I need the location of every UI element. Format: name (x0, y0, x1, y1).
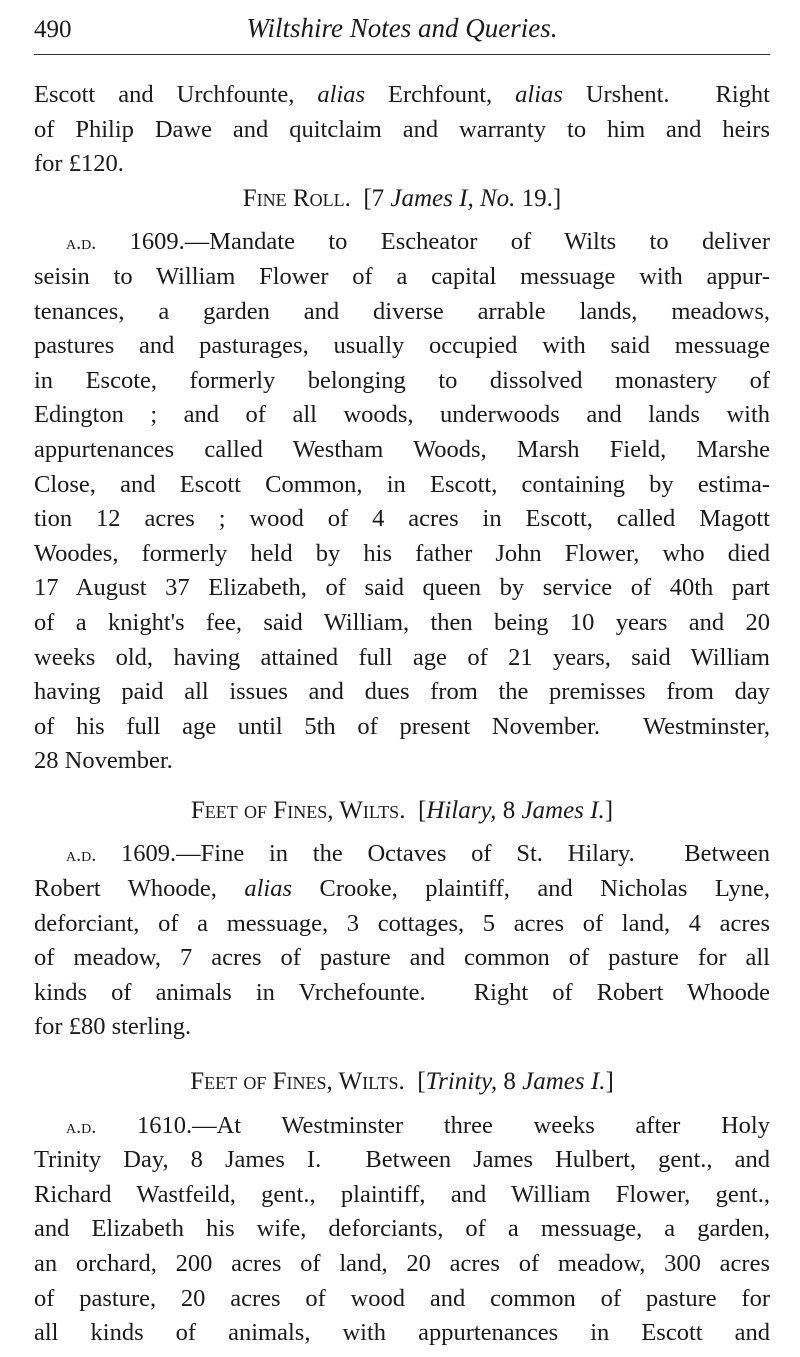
text-line (34, 225, 770, 260)
text-line (34, 502, 770, 537)
section-heading (34, 794, 770, 829)
block-spacer (34, 779, 770, 794)
text-run: ] (605, 1068, 614, 1096)
text-run: Urshent. Right (562, 81, 770, 108)
text-run: appurtenances called Westham Woods, Marsh Field, Marshe (34, 435, 770, 463)
italic-run: Trinity, (425, 1068, 498, 1096)
text-line (34, 329, 770, 364)
text-line (34, 976, 770, 1011)
text-line (34, 1316, 770, 1351)
italic-run: alias (317, 81, 366, 108)
text-run: an orchard, 200 acres of land, 20 acres of meadow, 300 acres (34, 1250, 770, 1277)
text-run: Woodes, formerly held by his father John Flower, who died (34, 539, 770, 567)
text-run: 8 (496, 796, 522, 824)
text-run: in Escote, formerly belonging to dissolved monastery of (34, 366, 770, 394)
text-run: 28 November. (34, 747, 173, 775)
italic-run: James I. (522, 1068, 606, 1096)
italic-run: James I. (521, 796, 605, 824)
text-run: 1610.—At Westminster three weeks after Holy (96, 1111, 770, 1139)
section-heading (34, 182, 770, 217)
text-run: Trinity Day, 8 James I. Between James Hulbert, gent., and (34, 1146, 770, 1174)
block-spacer (34, 216, 770, 225)
text-line (34, 537, 770, 572)
page-number: 490 (34, 16, 72, 43)
text-line (34, 1065, 770, 1100)
text-line (34, 941, 770, 976)
text-run: 1609.—Mandate to Escheator of Wilts to deliver (96, 228, 770, 256)
paragraph (34, 78, 770, 182)
text-run: of pasture, 20 acres of wood and common of pasture for (34, 1284, 770, 1312)
italic-run: alias (515, 81, 563, 108)
page-body (34, 78, 770, 1351)
text-run: for £120. (34, 150, 124, 178)
text-run: weeks old, having attained full age of 21 years, said William (34, 643, 770, 671)
running-title: Wiltshire Notes and Queries. (246, 13, 558, 43)
text-line (34, 1212, 770, 1247)
text-line (34, 794, 770, 829)
text-run: Crooke, plaintiff, and Nicholas Lyne, (292, 875, 770, 903)
text-line (34, 295, 770, 330)
text-run: [ (405, 796, 427, 824)
block-spacer (34, 828, 770, 837)
text-line (34, 907, 770, 942)
text-run: [ (404, 1068, 426, 1096)
text-line (34, 837, 770, 872)
text-line (34, 1282, 770, 1317)
text-run: 17 August 37 Elizabeth, of said queen by service of 40th part (34, 574, 770, 602)
text-run: of Philip Dawe and quitclaim and warranty to him and heirs (34, 115, 770, 143)
text-line (34, 78, 770, 113)
text-line (34, 1109, 770, 1144)
text-line (34, 1178, 770, 1213)
text-line (34, 113, 770, 148)
text-run: tenances, a garden and diverse arrable lands, meadows, (34, 297, 770, 325)
text-line (34, 675, 770, 710)
text-run: 1609.—Fine in the Octaves of St. Hilary. Between (96, 840, 770, 868)
text-line (34, 182, 770, 217)
text-line (34, 710, 770, 745)
text-line (34, 872, 770, 907)
small-caps-run: a.d. (66, 232, 97, 255)
text-run: of his full age until 5th of present November. Westminster, (34, 712, 770, 740)
text-run: deforciant, of a messuage, 3 cottages, 5 acres of land, 4 acres (34, 909, 770, 937)
paragraph (34, 225, 770, 779)
text-run: and Elizabeth his wife, deforciants, of a messuage, a garden, (34, 1215, 770, 1243)
text-run: all kinds of animals, with appurtenances in Escott and (34, 1319, 770, 1347)
text-run: tion 12 acres ; wood of 4 acres in Escott, called Magott (34, 505, 770, 533)
small-caps-run: a.d. (66, 844, 97, 867)
text-line (34, 364, 770, 399)
text-line (34, 606, 770, 641)
text-run: ] (604, 796, 614, 824)
text-run: having paid all issues and dues from the premisses from day (34, 678, 770, 706)
text-line (34, 468, 770, 503)
text-line (34, 398, 770, 433)
paragraph (34, 1109, 770, 1351)
text-run: Robert Whoode, (34, 875, 245, 903)
text-run: [7 (350, 184, 391, 212)
header-rule (34, 54, 770, 55)
text-run: Richard Wastfeild, gent., plaintiff, and William Flower, gent., (34, 1180, 770, 1208)
text-line (34, 147, 770, 182)
text-line (34, 571, 770, 606)
text-line (34, 641, 770, 676)
text-run: 8 (497, 1068, 523, 1096)
text-line (34, 1010, 770, 1045)
text-run: Edington ; and of all woods, underwoods and lands with (34, 401, 770, 429)
text-line (34, 260, 770, 295)
text-run: seisin to William Flower of a capital messuage with appur- (34, 262, 770, 290)
italic-run: Hilary, (426, 796, 497, 824)
small-caps-run: Feet of Fines, Wilts. (190, 1068, 405, 1096)
small-caps-run: a.d. (66, 1115, 97, 1138)
text-run: pastures and pasturages, usually occupied with said messuage (34, 332, 770, 360)
section-heading (34, 1065, 770, 1100)
small-caps-run: Feet of Fines, Wilts. (190, 796, 406, 824)
text-run: of a knight's fee, said William, then being 10 years and 20 (34, 608, 770, 636)
block-spacer (34, 1100, 770, 1109)
text-run: kinds of animals in Vrchefounte. Right of Robert Whoode (34, 978, 770, 1006)
text-line (34, 1247, 770, 1282)
text-run: Erchfount, (365, 81, 516, 108)
text-line (34, 1143, 770, 1178)
text-run: 19.] (515, 184, 562, 212)
small-caps-run: Fine Roll. (242, 184, 351, 212)
page-header (34, 10, 770, 50)
italic-run: James I, No. (390, 184, 516, 212)
text-line (34, 433, 770, 468)
text-run: for £80 sterling. (34, 1013, 192, 1041)
italic-run: alias (244, 875, 293, 903)
block-spacer (34, 1045, 770, 1065)
text-run: Escott and Urchfounte, (34, 81, 318, 108)
text-line (34, 744, 770, 779)
text-run: of meadow, 7 acres of pasture and common of pasture for all (34, 944, 770, 972)
text-run: Close, and Escott Common, in Escott, containing by estima- (34, 470, 770, 498)
paragraph (34, 837, 770, 1045)
